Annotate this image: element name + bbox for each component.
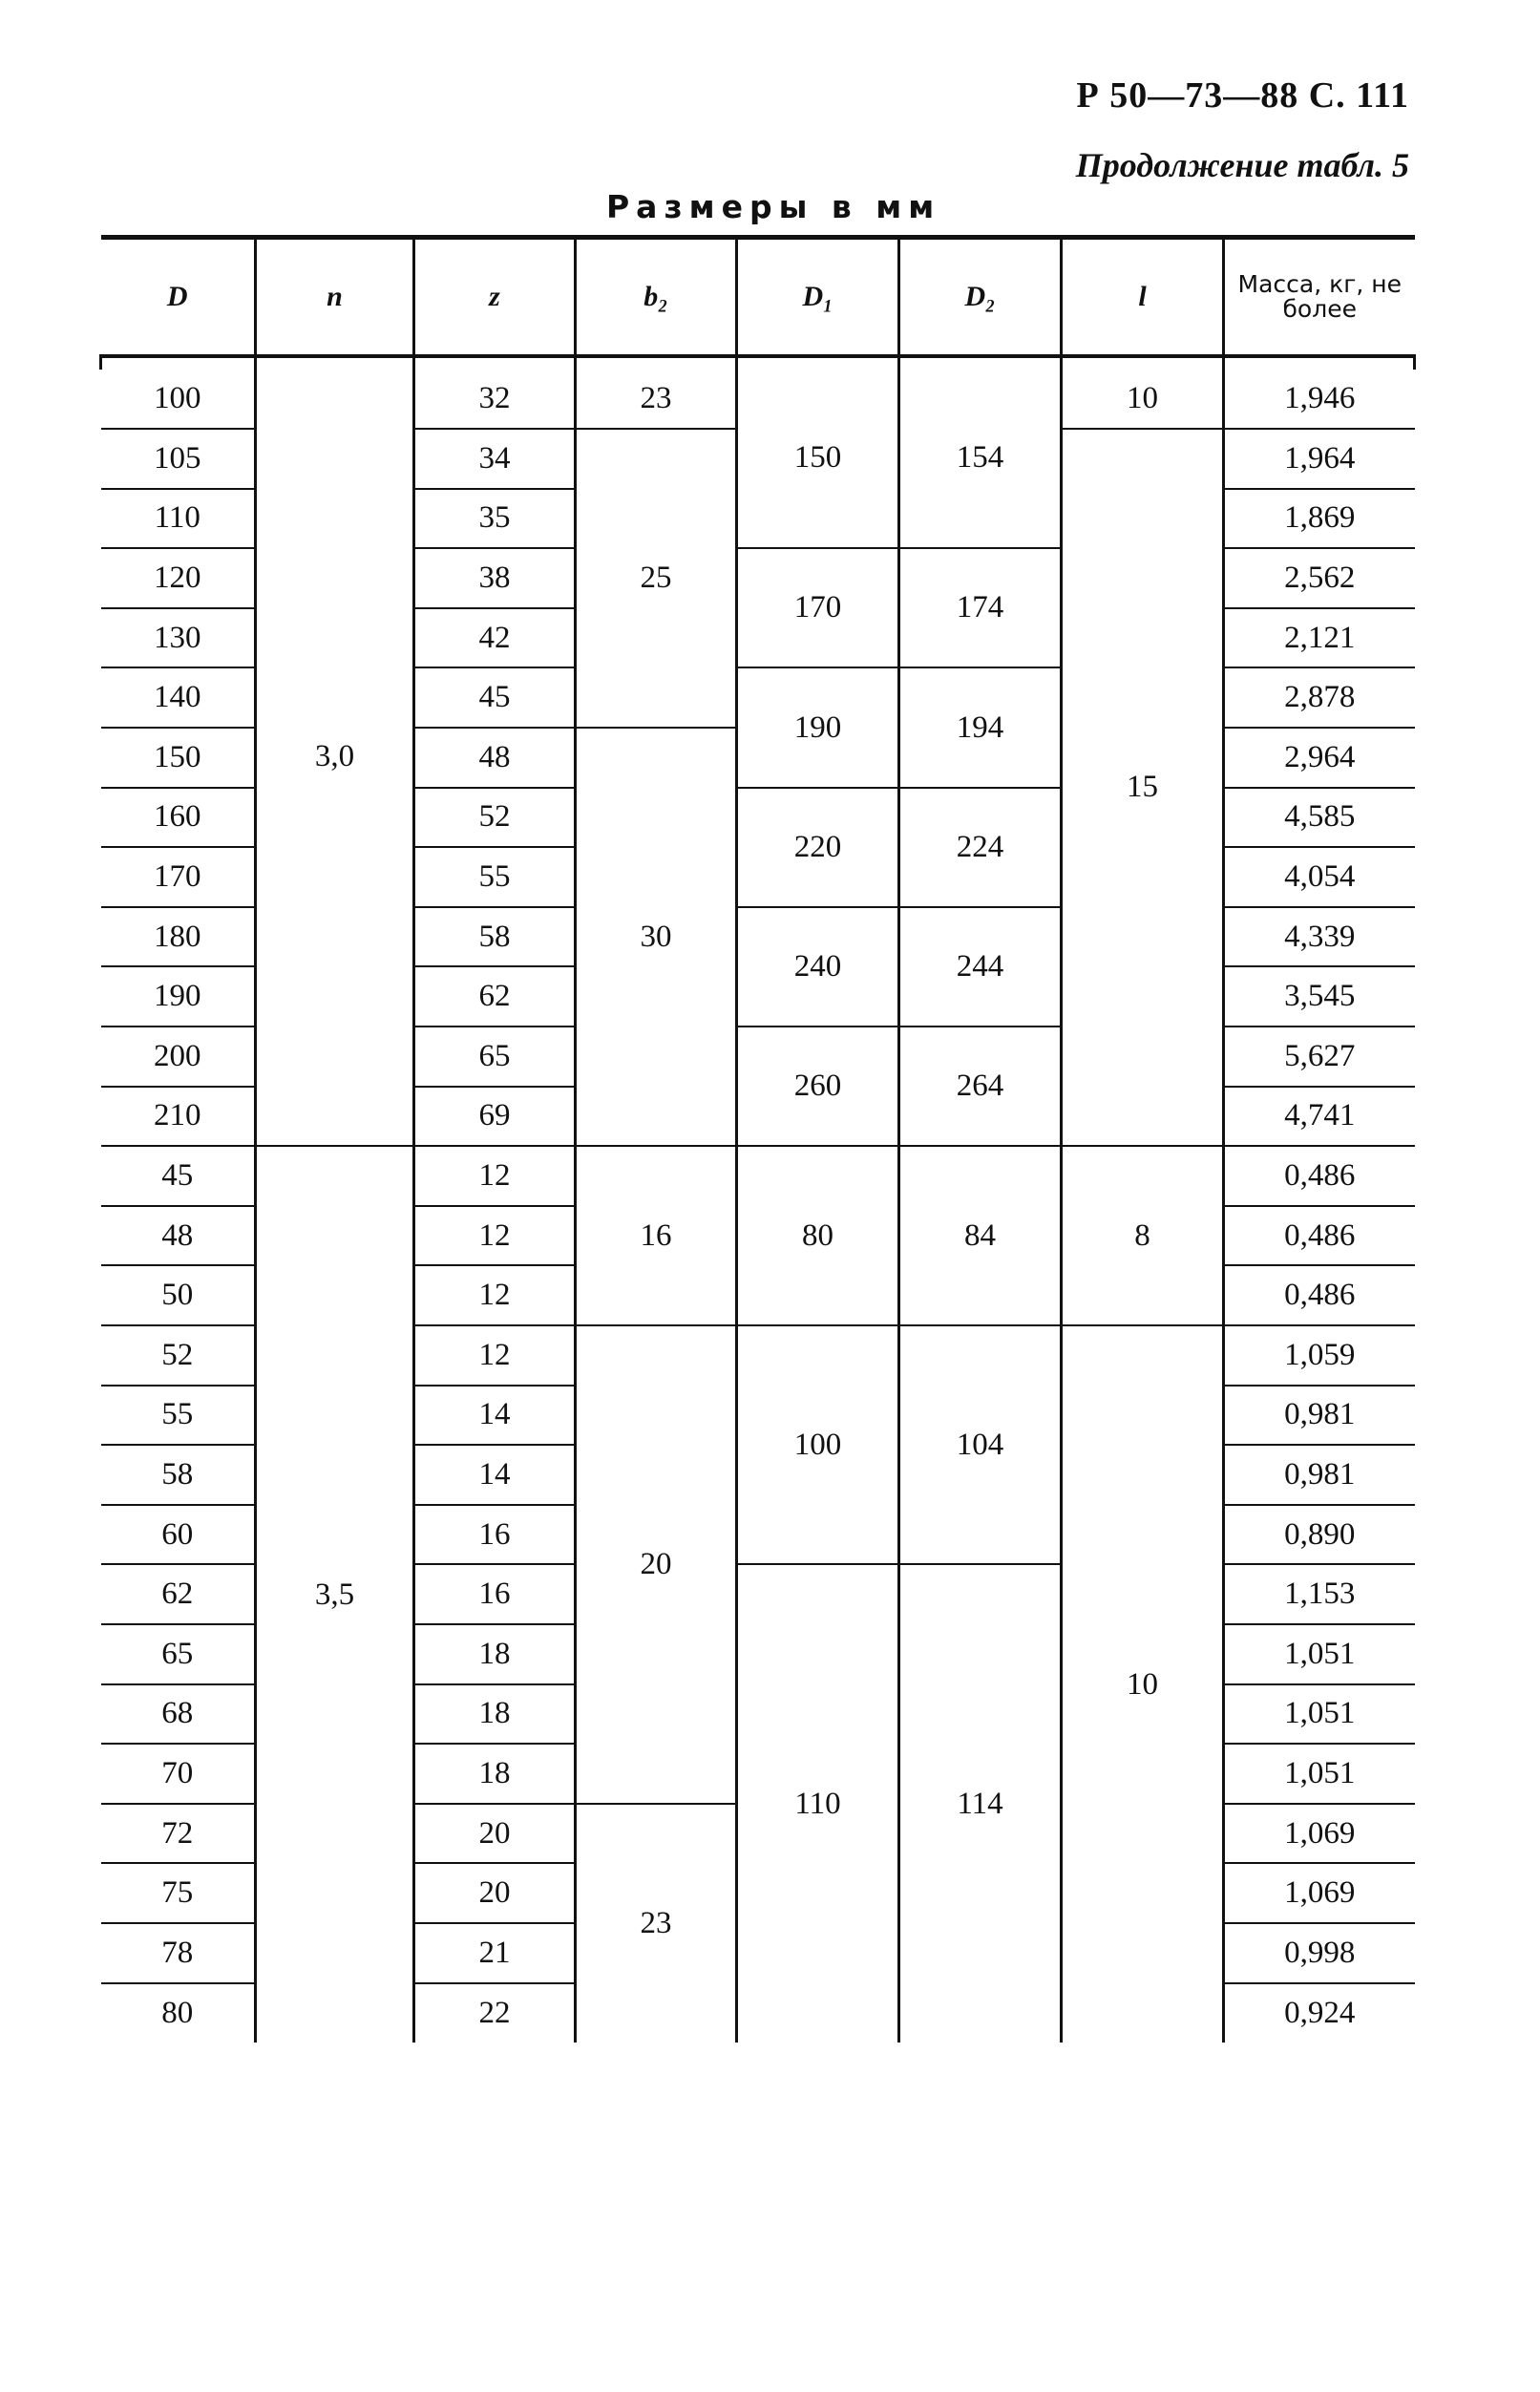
- cell-mass: 0,486: [1224, 1265, 1415, 1325]
- cell-z: 18: [414, 1624, 576, 1684]
- cell-mass: 4,054: [1224, 847, 1415, 907]
- cell-d2: 104: [899, 1325, 1062, 1564]
- cell-mass: 1,059: [1224, 1325, 1415, 1386]
- cell-d1: 190: [737, 667, 899, 787]
- cell-mass: 1,051: [1224, 1744, 1415, 1804]
- cell-mass: 1,153: [1224, 1564, 1415, 1624]
- cell-d1: 220: [737, 788, 899, 907]
- dimensions-table: [99, 235, 1416, 2043]
- cell-d: 110: [101, 489, 256, 549]
- cell-b2: 25: [576, 429, 737, 728]
- col-header-l: l: [1062, 238, 1224, 356]
- col-header-z: z: [414, 238, 576, 356]
- col-header-mass: Масса, кг, не более: [1224, 238, 1415, 356]
- cell-d: 68: [101, 1684, 256, 1745]
- cell-mass: 1,069: [1224, 1863, 1415, 1923]
- cell-mass: 0,486: [1224, 1206, 1415, 1266]
- cell-z: 42: [414, 608, 576, 668]
- cell-mass: 1,051: [1224, 1684, 1415, 1745]
- cell-l: 8: [1062, 1146, 1224, 1325]
- cell-d: 65: [101, 1624, 256, 1684]
- cell-d2: 194: [899, 667, 1062, 787]
- cell-n: 3,0: [256, 370, 414, 1147]
- cell-z: 16: [414, 1505, 576, 1565]
- cell-mass: 5,627: [1224, 1027, 1415, 1087]
- cell-z: 18: [414, 1744, 576, 1804]
- cell-d: 80: [101, 1983, 256, 2043]
- cell-mass: 3,545: [1224, 966, 1415, 1027]
- cell-z: 16: [414, 1564, 576, 1624]
- cell-d: 150: [101, 728, 256, 788]
- cell-z: 35: [414, 489, 576, 549]
- cell-mass: 1,869: [1224, 489, 1415, 549]
- cell-d: 50: [101, 1265, 256, 1325]
- cell-d: 200: [101, 1027, 256, 1087]
- cell-mass: 4,585: [1224, 788, 1415, 848]
- cell-mass: 0,981: [1224, 1445, 1415, 1505]
- cell-b2: 16: [576, 1146, 737, 1325]
- table-continuation-label: Продолжение табл. 5: [1075, 146, 1409, 184]
- cell-mass: 0,924: [1224, 1983, 1415, 2043]
- cell-z: 12: [414, 1265, 576, 1325]
- cell-z: 12: [414, 1325, 576, 1386]
- col-header-b2: b₂: [576, 238, 737, 356]
- cell-d: 140: [101, 667, 256, 728]
- col-header-d1: D₁: [737, 238, 899, 356]
- cell-d: 48: [101, 1206, 256, 1266]
- cell-z: 58: [414, 907, 576, 967]
- cell-b2: 23: [576, 370, 737, 430]
- cell-d: 100: [101, 370, 256, 430]
- cell-z: 62: [414, 966, 576, 1027]
- cell-d: 70: [101, 1744, 256, 1804]
- cell-z: 69: [414, 1087, 576, 1147]
- col-header-n: n: [256, 238, 414, 356]
- cell-d: 55: [101, 1386, 256, 1446]
- table-gap-row: [101, 356, 1415, 370]
- table-header-row: [101, 238, 1415, 356]
- cell-d: 180: [101, 907, 256, 967]
- cell-d2: 84: [899, 1146, 1062, 1325]
- cell-d2: 264: [899, 1027, 1062, 1146]
- cell-d: 120: [101, 548, 256, 608]
- cell-z: 48: [414, 728, 576, 788]
- cell-mass: 0,998: [1224, 1923, 1415, 1983]
- table-body: [101, 356, 1415, 2043]
- cell-mass: 0,486: [1224, 1146, 1415, 1206]
- cell-mass: 2,964: [1224, 728, 1415, 788]
- cell-b2: 20: [576, 1325, 737, 1804]
- cell-z: 22: [414, 1983, 576, 2043]
- cell-d1: 260: [737, 1027, 899, 1146]
- cell-d2: 154: [899, 370, 1062, 549]
- cell-d1: 150: [737, 370, 899, 549]
- cell-d: 60: [101, 1505, 256, 1565]
- document-reference: Р 50—73—88 С. 111: [1076, 75, 1409, 116]
- cell-mass: 0,981: [1224, 1386, 1415, 1446]
- cell-mass: 1,964: [1224, 429, 1415, 489]
- cell-d: 210: [101, 1087, 256, 1147]
- cell-d2: 224: [899, 788, 1062, 907]
- cell-z: 20: [414, 1863, 576, 1923]
- cell-b2: 30: [576, 728, 737, 1146]
- cell-d: 62: [101, 1564, 256, 1624]
- cell-mass: 0,890: [1224, 1505, 1415, 1565]
- cell-mass: 2,121: [1224, 608, 1415, 668]
- cell-z: 18: [414, 1684, 576, 1745]
- cell-z: 21: [414, 1923, 576, 1983]
- cell-d: 105: [101, 429, 256, 489]
- cell-d: 130: [101, 608, 256, 668]
- cell-z: 55: [414, 847, 576, 907]
- cell-d: 58: [101, 1445, 256, 1505]
- cell-d: 78: [101, 1923, 256, 1983]
- cell-d1: 110: [737, 1564, 899, 2043]
- cell-mass: 2,562: [1224, 548, 1415, 608]
- cell-z: 45: [414, 667, 576, 728]
- cell-mass: 1,946: [1224, 370, 1415, 430]
- cell-z: 14: [414, 1386, 576, 1446]
- cell-mass: 2,878: [1224, 667, 1415, 728]
- cell-mass: 1,069: [1224, 1804, 1415, 1864]
- cell-d2: 114: [899, 1564, 1062, 2043]
- cell-z: 20: [414, 1804, 576, 1864]
- col-header-d: D: [101, 238, 256, 356]
- cell-d1: 240: [737, 907, 899, 1027]
- cell-z: 14: [414, 1445, 576, 1505]
- cell-d2: 174: [899, 548, 1062, 667]
- cell-mass: 1,051: [1224, 1624, 1415, 1684]
- cell-z: 65: [414, 1027, 576, 1087]
- cell-d: 72: [101, 1804, 256, 1864]
- cell-z: 38: [414, 548, 576, 608]
- units-caption: Размеры в мм: [606, 188, 941, 225]
- cell-z: 34: [414, 429, 576, 489]
- cell-z: 52: [414, 788, 576, 848]
- cell-d: 170: [101, 847, 256, 907]
- cell-d1: 80: [737, 1146, 899, 1325]
- cell-d: 45: [101, 1146, 256, 1206]
- cell-z: 12: [414, 1146, 576, 1206]
- table-row: [101, 1146, 1415, 1206]
- cell-d: 160: [101, 788, 256, 848]
- cell-d1: 100: [737, 1325, 899, 1564]
- cell-d: 190: [101, 966, 256, 1027]
- cell-l: 10: [1062, 370, 1224, 430]
- cell-b2: 23: [576, 1804, 737, 2043]
- cell-d1: 170: [737, 548, 899, 667]
- cell-l: 15: [1062, 429, 1224, 1146]
- cell-d: 52: [101, 1325, 256, 1386]
- cell-d: 75: [101, 1863, 256, 1923]
- table-row: [101, 370, 1415, 430]
- cell-mass: 4,741: [1224, 1087, 1415, 1147]
- col-header-d2: D₂: [899, 238, 1062, 356]
- cell-l: 10: [1062, 1325, 1224, 2043]
- cell-z: 12: [414, 1206, 576, 1266]
- cell-d2: 244: [899, 907, 1062, 1027]
- cell-mass: 4,339: [1224, 907, 1415, 967]
- cell-z: 32: [414, 370, 576, 430]
- cell-n: 3,5: [256, 1146, 414, 2043]
